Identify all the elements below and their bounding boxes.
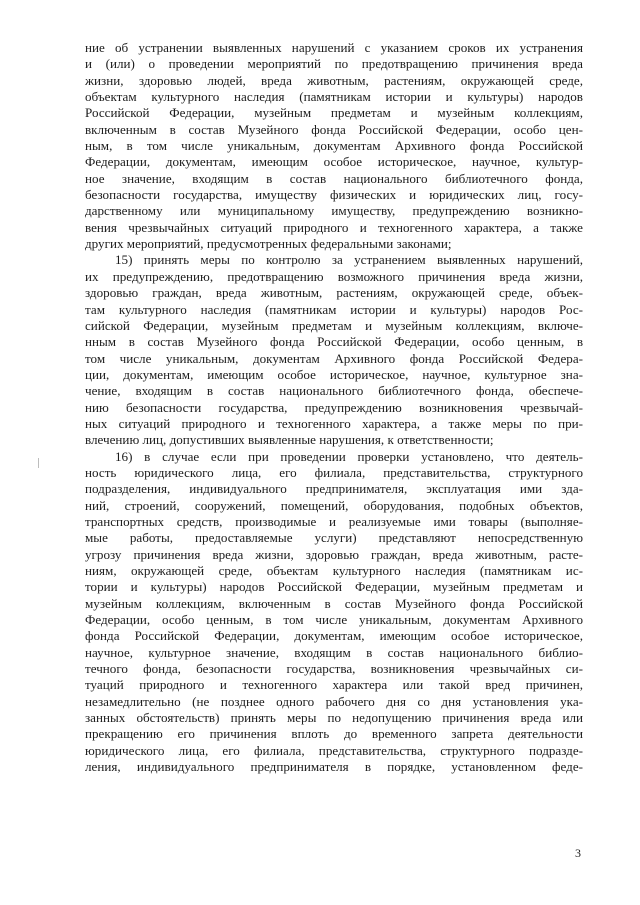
text-line: занных обстоятельств) принять меры по недопущению причинения вреда или	[85, 710, 583, 726]
text-line: сийской Федерации, музейным предметам и музейным коллекциям, включе-	[85, 317, 583, 333]
text-line: ний, строений, сооружений, помещений, оборудования, подобных объектов,	[85, 497, 583, 513]
text-line: мые работы, предоставляемые услуги) представляют непосредственную	[85, 530, 583, 546]
text-line: там культурного наследия (памятникам истории и культуры) народов Рос-	[85, 301, 583, 317]
text-line: ных ситуаций природного и техногенного характера, а также меры по при-	[85, 415, 583, 431]
text-line: ным, в том числе уникальным, документам Архивного фонда Российской	[85, 138, 583, 154]
text-line: их предупреждению, предотвращению возможного причинения вреда жизни,	[85, 268, 583, 284]
text-line: ние об устранении выявленных нарушений с указанием сроков их устранения	[85, 40, 583, 55]
text-line: угрозу причинения вреда жизни, здоровью граждан, вреда животным, расте-	[85, 546, 583, 562]
text-line: здоровью граждан, вреда животным, растениям, окружающей среде, объек-	[85, 285, 583, 301]
page-number: 3	[575, 846, 581, 860]
text-line: дарственному или муниципальному имуществу, предупреждению возникно-	[85, 203, 583, 219]
text-line: включенным в состав Музейного фонда Российской Федерации, особо цен-	[85, 121, 583, 137]
text-line: вения чрезвычайных ситуаций природного и техногенного характера, а также	[85, 219, 583, 235]
text-line: прекращению его причинения вплоть до временного запрета деятельности	[85, 726, 583, 742]
text-line: ции, документам, имеющим особое историческое, научное, культурное зна-	[85, 366, 583, 382]
text-line: чение, входящим в состав национального библиотечного фонда, обеспече-	[85, 383, 583, 399]
text-line: других мероприятий, предусмотренных федеральными законами;	[85, 236, 452, 252]
document-body	[85, 40, 583, 775]
text-line: незамедлительно (не позднее одного рабочего дня со дня установления ука-	[85, 693, 583, 709]
text-line: течного фонда, безопасности государства, возникновения чрезвычайных си-	[85, 661, 583, 677]
text-line: Федерации, документам, имеющим особое историческое, научное, культур-	[85, 154, 583, 170]
text-line: том числе уникальным, документам Архивного фонда Российской Федера-	[85, 350, 583, 366]
text-line: Федерации, особо ценным, в том числе уникальным, документам Архивного	[85, 612, 583, 628]
text-line: 15) принять меры по контролю за устранением выявленных нарушений,	[115, 252, 583, 268]
text-line: туаций природного и техногенного характера или такой вред причинен,	[85, 677, 583, 693]
text-line: юридического лица, его филиала, представительства, структурного подразде-	[85, 742, 583, 758]
text-line: нию безопасности государства, предупреждению возникновения чрезвычай-	[85, 399, 583, 415]
text-line: ления, индивидуального предпринимателя в порядке, установленном феде-	[85, 759, 583, 775]
text-line: влечению лиц, допустивших выявленные нарушения, к ответственности;	[85, 432, 494, 448]
text-line: Российской Федерации, музейным предметам и музейным коллекциям,	[85, 105, 583, 121]
text-line: и (или) о проведении мероприятий по предотвращению причинения вреда	[85, 56, 583, 72]
scan-mark	[38, 458, 39, 468]
text-line: жизни, здоровью людей, вреда животным, растениям, окружающей среде,	[85, 72, 583, 88]
text-line: объектам культурного наследия (памятникам истории и культуры) народов	[85, 89, 583, 105]
text-line: тории и культуры) народов Российской Федерации, музейным предметам и	[85, 579, 583, 595]
text-line: ниям, окружающей среде, объектам культурного наследия (памятникам ис-	[85, 563, 583, 578]
text-line: музейным коллекциям, включенным в состав Музейного фонда Российской	[85, 595, 583, 611]
text-line: научное, культурное значение, входящим в состав национального библио-	[85, 644, 583, 660]
text-line: подразделения, индивидуального предпринимателя, эксплуатация ими зда-	[85, 481, 583, 497]
text-line: 16) в случае если при проведении проверки установлено, что деятель-	[115, 448, 583, 464]
text-line: фонда Российской Федерации, документам, имеющим особое историческое,	[85, 628, 583, 644]
text-line: ность юридического лица, его филиала, представительства, структурного	[85, 464, 583, 480]
text-line: нным в состав Музейного фонда Российской Федерации, особо ценным, в	[85, 334, 583, 350]
text-line: безопасности государства, имуществу физических и юридических лиц, госу-	[85, 187, 583, 203]
text-line: транспортных средств, производимые и реализуемые ими товары (выполняе-	[85, 513, 583, 529]
text-line: ное значение, входящим в состав национального библиотечного фонда,	[85, 170, 583, 186]
